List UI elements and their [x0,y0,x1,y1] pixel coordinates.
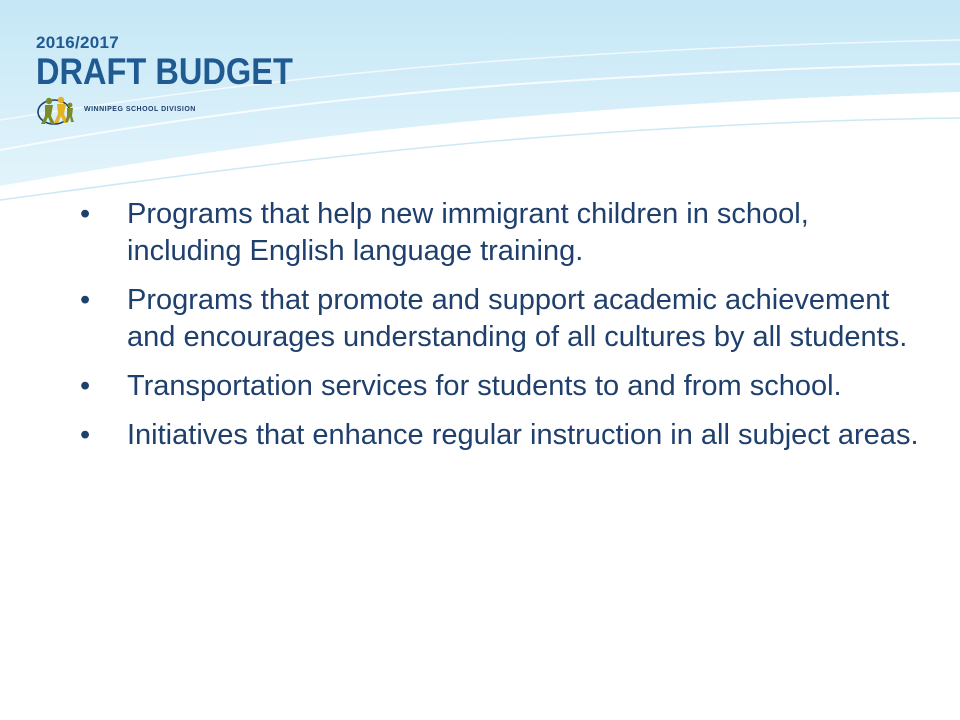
header [36,34,328,91]
bullet-marker: • [80,419,91,451]
bullet-item [80,368,920,405]
bullet-text: Transportation services for students to and from school. [127,370,842,402]
bullet-item [80,282,920,356]
winnipeg-school-division-logo-icon [36,92,78,128]
bullet-list [80,196,920,466]
bullet-marker: • [80,284,91,316]
organization-name: WINNIPEG SCHOOL DIVISION [84,106,196,113]
bullet-marker: • [80,198,91,230]
bullet-marker: • [80,370,91,402]
bullet-item [80,196,920,270]
bullet-text: Programs that help new immigrant children in school, including English language training. [127,198,809,267]
budget-title: DRAFT BUDGET [36,51,293,92]
budget-year: 2016/2017 [36,33,120,52]
bullet-text: Initiatives that enhance regular instruction in all subject areas. [127,419,919,451]
bullet-text: Programs that promote and support academic achievement and encourages understanding of all cultures by all students. [127,284,908,353]
bullet-item [80,417,920,454]
